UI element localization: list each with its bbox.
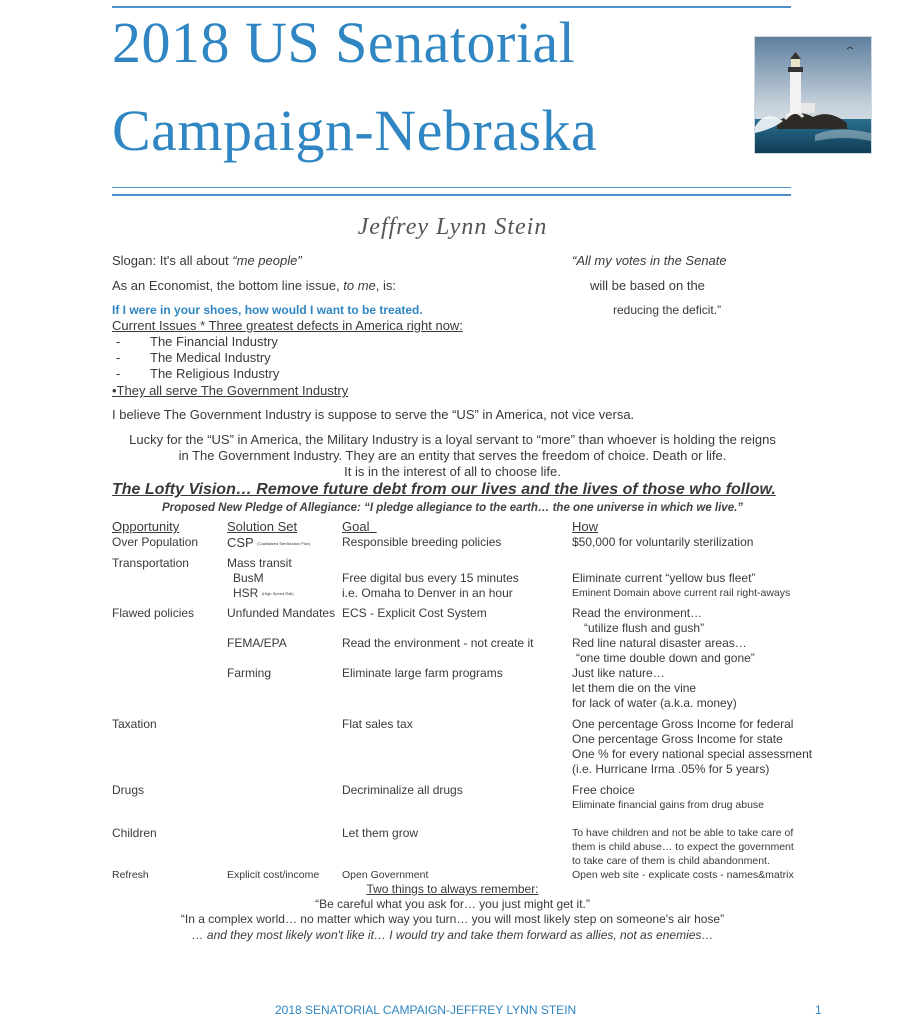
header-goal: Goal bbox=[342, 519, 377, 534]
row-goal: Free digital bus every 15 minutes bbox=[342, 571, 519, 585]
solution-label: HSR bbox=[233, 586, 259, 600]
row-how: “utilize flush and gush” bbox=[584, 621, 705, 635]
page-footer: 2018 SENATORIAL CAMPAIGN-JEFFREY LYNN STEIN bbox=[275, 1003, 577, 1017]
row-opportunity: Drugs bbox=[112, 783, 145, 797]
row-how: One percentage Gross Income for state bbox=[572, 732, 783, 746]
row-opportunity: Flawed policies bbox=[112, 606, 195, 620]
header-how: How bbox=[572, 519, 599, 534]
title-rule-upper bbox=[112, 187, 791, 188]
economist-line bbox=[112, 278, 396, 293]
lighthouse-photo bbox=[754, 36, 872, 154]
econ-emphasis: to me bbox=[343, 278, 376, 293]
econ-suffix: , is: bbox=[375, 278, 396, 293]
title-rule-lower bbox=[112, 194, 791, 196]
lucky-line-2: in The Government Industry. They are an entity that serves the freedom of choice. Death or life. bbox=[178, 448, 727, 463]
golden-rule: If I were in your shoes, how would I want to be treated. bbox=[112, 303, 423, 317]
row-how: Read the environment… bbox=[572, 606, 703, 620]
row-how: To have children and not be able to take care of bbox=[572, 827, 794, 839]
solution-label: CSP bbox=[227, 535, 254, 550]
row-how: $50,000 for voluntarily sterilization bbox=[572, 535, 754, 549]
row-goal: ECS - Explicit Cost System bbox=[342, 606, 487, 620]
issues-heading: Current Issues * Three greatest defects in America right now: bbox=[112, 318, 463, 333]
lucky-line-1: Lucky for the “US” in America, the Military Industry is a loyal servant to “more” than whoever is holding the reigns bbox=[129, 432, 776, 447]
row-solution bbox=[227, 535, 310, 550]
quote-line-1: “All my votes in the Senate bbox=[572, 253, 727, 268]
row-how: Just like nature… bbox=[572, 666, 665, 680]
row-how: Eliminate current “yellow bus fleet” bbox=[572, 571, 756, 585]
row-how: Eminent Domain above current rail right-aways bbox=[572, 587, 791, 599]
issue-dash: - bbox=[116, 334, 121, 349]
row-solution: Mass transit bbox=[227, 556, 292, 570]
lucky-line-3: It is in the interest of all to choose life. bbox=[344, 464, 561, 479]
header-opportunity: Opportunity bbox=[112, 519, 180, 534]
row-opportunity: Refresh bbox=[112, 869, 149, 881]
slogan-emphasis: “me people” bbox=[232, 253, 302, 268]
row-how: (i.e. Hurricane Irma .05% for 5 years) bbox=[572, 762, 770, 776]
solution-note: (High Speed Rail) bbox=[261, 591, 294, 597]
row-solution: Explicit cost/income bbox=[227, 869, 320, 881]
quote-line-3: reducing the deficit.” bbox=[613, 303, 722, 317]
issue-item: The Financial Industry bbox=[150, 334, 278, 349]
belief-statement: I believe The Government Industry is suppose to serve the “US” in America, not vice versa. bbox=[112, 407, 635, 422]
row-how: One % for every national special assessment bbox=[572, 747, 813, 761]
row-how: for lack of water (a.k.a. money) bbox=[572, 696, 737, 710]
issue-item: The Medical Industry bbox=[150, 350, 271, 365]
closing-line-1: “Be careful what you ask for… you just might get it.” bbox=[315, 897, 590, 911]
row-how: One percentage Gross Income for federal bbox=[572, 717, 794, 731]
page-title-line2: Campaign-Nebraska bbox=[112, 98, 598, 163]
row-goal: Decriminalize all drugs bbox=[342, 783, 463, 797]
row-how: Eliminate financial gains from drug abuse bbox=[572, 799, 765, 811]
solution-note: (Capitalized Sterilization Plan) bbox=[257, 541, 311, 547]
row-how: let them die on the vine bbox=[572, 681, 697, 695]
issue-item: The Religious Industry bbox=[150, 366, 280, 381]
closing-line-3: … and they most likely won't like it… I would try and take them forward as allies, not as enemies… bbox=[191, 928, 714, 942]
row-solution: BusM bbox=[233, 571, 264, 585]
row-how: Red line natural disaster areas… bbox=[572, 636, 747, 650]
row-opportunity: Taxation bbox=[112, 717, 157, 731]
top-rule bbox=[112, 6, 791, 8]
issues-footer: •They all serve The Government Industry bbox=[112, 383, 349, 398]
row-how: to take care of them is child abandonment. bbox=[572, 855, 770, 867]
header-solution: Solution Set bbox=[227, 519, 298, 534]
lofty-vision: The Lofty Vision… Remove future debt from our lives and the lives of those who follow. bbox=[112, 481, 776, 498]
row-goal: i.e. Omaha to Denver in an hour bbox=[342, 586, 513, 600]
quote-line-2: will be based on the bbox=[590, 278, 705, 293]
row-goal: Eliminate large farm programs bbox=[342, 666, 503, 680]
row-goal: Let them grow bbox=[342, 826, 419, 840]
author-name: Jeffrey Lynn Stein bbox=[357, 214, 548, 240]
row-how: them is child abuse… to expect the government bbox=[572, 841, 794, 853]
row-opportunity: Children bbox=[112, 826, 157, 840]
row-solution bbox=[233, 585, 294, 600]
page-number: 1 bbox=[815, 1003, 822, 1017]
row-goal: Flat sales tax bbox=[342, 717, 413, 731]
row-opportunity: Over Population bbox=[112, 535, 199, 549]
row-goal: Read the environment - not create it bbox=[342, 636, 534, 650]
slogan-prefix: Slogan: It's all about bbox=[112, 253, 233, 268]
row-solution: Farming bbox=[227, 666, 272, 680]
pledge: Proposed New Pledge of Allegiance: “I pledge allegiance to the earth… the one universe in which we live.” bbox=[161, 502, 744, 514]
row-how: Free choice bbox=[572, 783, 635, 797]
econ-prefix: As an Economist, the bottom line issue, bbox=[112, 278, 344, 293]
row-how: “one time double down and gone” bbox=[576, 651, 755, 665]
row-solution: Unfunded Mandates bbox=[227, 606, 336, 620]
issue-dash: - bbox=[116, 366, 121, 381]
page-title-line1: 2018 US Senatorial bbox=[112, 10, 576, 75]
lighthouse-icon bbox=[755, 37, 871, 153]
row-goal: Open Government bbox=[342, 869, 429, 881]
row-how: Open web site - explicate costs - names&matrix bbox=[572, 869, 794, 881]
row-opportunity: Transportation bbox=[112, 556, 189, 570]
row-goal: Responsible breeding policies bbox=[342, 535, 502, 549]
closing-line-2: “In a complex world… no matter which way you turn… you will most likely step on someone's air hose” bbox=[180, 912, 725, 926]
row-solution: FEMA/EPA bbox=[227, 636, 287, 650]
closing-heading: Two things to always remember: bbox=[366, 882, 539, 896]
issue-dash: - bbox=[116, 350, 121, 365]
slogan bbox=[112, 253, 302, 268]
